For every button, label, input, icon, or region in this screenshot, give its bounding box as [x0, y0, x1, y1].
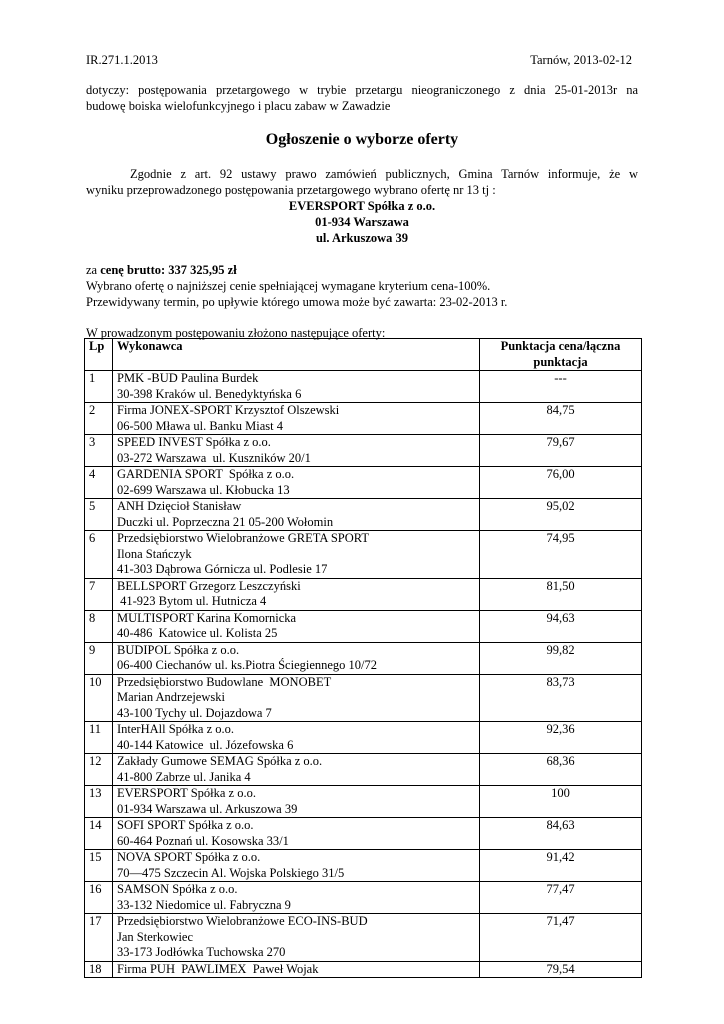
criterion-note: Wybrano ofertę o najniższej cenie spełniającej wymagane kryterium cena-100%. — [86, 279, 491, 293]
contractor-line: 41-800 Zabrze ul. Janika 4 — [117, 769, 251, 784]
price-line — [86, 262, 638, 278]
subject-line: dotyczy: postępowania przetargowego w trybie przetargu nieograniczonego z dnia 25-01-2013r na — [86, 83, 638, 97]
cell-points: 71,47 — [480, 914, 642, 962]
table-row — [85, 578, 642, 610]
intro-line: Zgodnie z art. 92 ustawy prawo zamówień publicznych, Gmina Tarnów informuje, że w — [130, 167, 638, 181]
offers-table — [84, 338, 642, 978]
cell-points: --- — [480, 371, 642, 403]
cell-lp: 3 — [85, 435, 113, 467]
cell-contractor — [113, 818, 480, 850]
contractor-line: Ilona Stańczyk — [117, 546, 192, 561]
cell-contractor — [113, 642, 480, 674]
cell-lp: 7 — [85, 578, 113, 610]
reference-number: IR.271.1.2013 — [86, 53, 158, 67]
header-points: Punktacja cena/łączna punktacja — [480, 339, 642, 371]
cell-points: 99,82 — [480, 642, 642, 674]
winner-name: EVERSPORT Spółka z o.o. — [288, 199, 436, 213]
contractor-line: Przedsiębiorstwo Budowlane MONOBET — [117, 674, 332, 689]
cell-contractor — [113, 786, 480, 818]
cell-contractor — [113, 754, 480, 786]
contractor-line: Marian Andrzejewski — [117, 690, 225, 704]
place-date: Tarnów, 2013-02-12 — [530, 53, 632, 67]
cell-contractor — [113, 435, 480, 467]
table-row — [85, 722, 642, 754]
cell-lp: 12 — [85, 754, 113, 786]
contractor-line: 40-144 Katowice ul. Józefowska 6 — [117, 737, 294, 752]
cell-points: 83,73 — [480, 674, 642, 722]
price-value: cenę brutto: 337 325,95 zł — [100, 263, 237, 277]
price-prefix: za — [86, 263, 101, 277]
contractor-line: 33-132 Niedomice ul. Fabryczna 9 — [117, 897, 291, 912]
cell-points: 81,50 — [480, 578, 642, 610]
cell-contractor — [113, 371, 480, 403]
cell-points: 76,00 — [480, 467, 642, 499]
cell-points: 74,95 — [480, 531, 642, 579]
cell-contractor — [113, 722, 480, 754]
winner-postal-city: 01-934 Warszawa — [315, 215, 409, 229]
cell-points: 79,67 — [480, 435, 642, 467]
header-lp: Lp — [85, 339, 113, 371]
contractor-line: 70—475 Szczecin Al. Wojska Polskiego 31/5 — [117, 865, 345, 880]
cell-lp: 1 — [85, 371, 113, 403]
table-row — [85, 531, 642, 579]
contractor-line: 41-303 Dąbrowa Górnicza ul. Podlesie 17 — [117, 562, 328, 576]
contractor-line: SPEED INVEST Spółka z o.o. — [117, 435, 271, 449]
cell-points: 91,42 — [480, 850, 642, 882]
cell-lp: 8 — [85, 610, 113, 642]
price-block — [86, 262, 638, 310]
header-contractor: Wykonawca — [113, 339, 480, 371]
table-row — [85, 882, 642, 914]
winner-street: ul. Arkuszowa 39 — [315, 231, 409, 245]
cell-points: 95,02 — [480, 499, 642, 531]
contractor-line: 60-464 Poznań ul. Kosowska 33/1 — [117, 833, 289, 848]
table-row — [85, 850, 642, 882]
cell-contractor — [113, 467, 480, 499]
table-row — [85, 642, 642, 674]
contractor-line: ANH Dzięcioł Stanisław — [117, 499, 242, 513]
cell-contractor — [113, 578, 480, 610]
cell-contractor — [113, 531, 480, 579]
table-row — [85, 610, 642, 642]
contract-date-note: Przewidywany termin, po upływie którego umowa może być zawarta: 23-02-2013 r. — [86, 295, 508, 309]
contractor-line: 40-486 Katowice ul. Kolista 25 — [117, 626, 278, 640]
cell-points: 92,36 — [480, 722, 642, 754]
contractor-line: 03-272 Warszawa ul. Kuszników 20/1 — [117, 450, 311, 465]
cell-points: 84,63 — [480, 818, 642, 850]
cell-lp: 17 — [85, 914, 113, 962]
contractor-line: Przedsiębiorstwo Wielobranżowe ECO-INS-BUD — [117, 914, 368, 928]
table-row — [85, 674, 642, 722]
contractor-line: SAMSON Spółka z o.o. — [117, 882, 238, 896]
contractor-line: 02-699 Warszawa ul. Kłobucka 13 — [117, 482, 290, 497]
contractor-line: 33-173 Jodłówka Tuchowska 270 — [117, 945, 286, 959]
cell-lp: 9 — [85, 642, 113, 674]
intro-paragraph — [86, 166, 638, 198]
cell-lp: 2 — [85, 403, 113, 435]
cell-points: 79,54 — [480, 961, 642, 978]
cell-contractor — [113, 674, 480, 722]
cell-points: 77,47 — [480, 882, 642, 914]
contractor-line: 06-400 Ciechanów ul. ks.Piotra Ściegiennego 10/72 — [117, 658, 378, 672]
cell-contractor — [113, 403, 480, 435]
cell-lp: 14 — [85, 818, 113, 850]
table-header-row — [85, 339, 642, 371]
table-row — [85, 403, 642, 435]
intro-line: wyniku przeprowadzonego postępowania przetargowego wybrano ofertę nr 13 tj : — [86, 183, 496, 197]
table-row — [85, 435, 642, 467]
cell-contractor — [113, 914, 480, 962]
cell-lp: 11 — [85, 722, 113, 754]
cell-contractor — [113, 610, 480, 642]
cell-lp: 13 — [85, 786, 113, 818]
contractor-line: Zakłady Gumowe SEMAG Spółka z o.o. — [117, 754, 323, 768]
offers-intro: W prowadzonym postępowaniu złożono następujące oferty: — [86, 326, 386, 340]
cell-points: 84,75 — [480, 403, 642, 435]
cell-lp: 15 — [85, 850, 113, 882]
contractor-line: NOVA SPORT Spółka z o.o. — [117, 850, 261, 864]
cell-lp: 6 — [85, 531, 113, 579]
contractor-line: BUDIPOL Spółka z o.o. — [117, 642, 240, 657]
cell-contractor — [113, 882, 480, 914]
cell-contractor — [113, 850, 480, 882]
contractor-line: SOFI SPORT Spółka z o.o. — [117, 818, 254, 832]
cell-points: 94,63 — [480, 610, 642, 642]
table-row — [85, 371, 642, 403]
cell-lp: 10 — [85, 674, 113, 722]
contractor-line: 41-923 Bytom ul. Hutnicza 4 — [117, 594, 267, 608]
table-row — [85, 786, 642, 818]
subject-line: budowę boiska wielofunkcyjnego i placu zabaw w Zawadzie — [86, 99, 391, 113]
table-row — [85, 914, 642, 962]
contractor-line: InterHAll Spółka z o.o. — [117, 722, 234, 736]
table-row — [85, 961, 642, 978]
contractor-line: 06-500 Mława ul. Banku Miast 4 — [117, 418, 283, 433]
contractor-line: MULTISPORT Karina Komornicka — [117, 610, 297, 625]
page-title: Ogłoszenie o wyborze oferty — [265, 131, 459, 148]
subject-paragraph — [86, 82, 638, 114]
contractor-line: PMK -BUD Paulina Burdek — [117, 371, 259, 385]
contractor-line: EVERSPORT Spółka z o.o. — [117, 786, 256, 800]
cell-contractor — [113, 961, 480, 978]
cell-contractor — [113, 499, 480, 531]
contractor-line: GARDENIA SPORT Spółka z o.o. — [117, 467, 295, 481]
contractor-line: 01-934 Warszawa ul. Arkuszowa 39 — [117, 801, 298, 816]
table-row — [85, 499, 642, 531]
contractor-line: BELLSPORT Grzegorz Leszczyński — [117, 578, 301, 593]
contractor-line: Duczki ul. Poprzeczna 21 05-200 Wołomin — [117, 514, 334, 529]
cell-lp: 18 — [85, 961, 113, 978]
table-row — [85, 467, 642, 499]
table-row — [85, 818, 642, 850]
cell-points: 68,36 — [480, 754, 642, 786]
cell-lp: 5 — [85, 499, 113, 531]
winner-block — [86, 198, 638, 246]
cell-lp: 4 — [85, 467, 113, 499]
contractor-line: Firma PUH PAWLIMEX Paweł Wojak — [117, 961, 319, 976]
contractor-line: 43-100 Tychy ul. Dojazdowa 7 — [117, 705, 272, 720]
table-row — [85, 754, 642, 786]
contractor-line: 30-398 Kraków ul. Benedyktyńska 6 — [117, 386, 302, 401]
contractor-line: Jan Sterkowiec — [117, 929, 194, 944]
contractor-line: Firma JONEX-SPORT Krzysztof Olszewski — [117, 403, 340, 417]
contractor-line: Przedsiębiorstwo Wielobranżowe GRETA SPORT — [117, 531, 369, 545]
offers-table-body — [85, 371, 642, 978]
cell-lp: 16 — [85, 882, 113, 914]
cell-points: 100 — [480, 786, 642, 818]
